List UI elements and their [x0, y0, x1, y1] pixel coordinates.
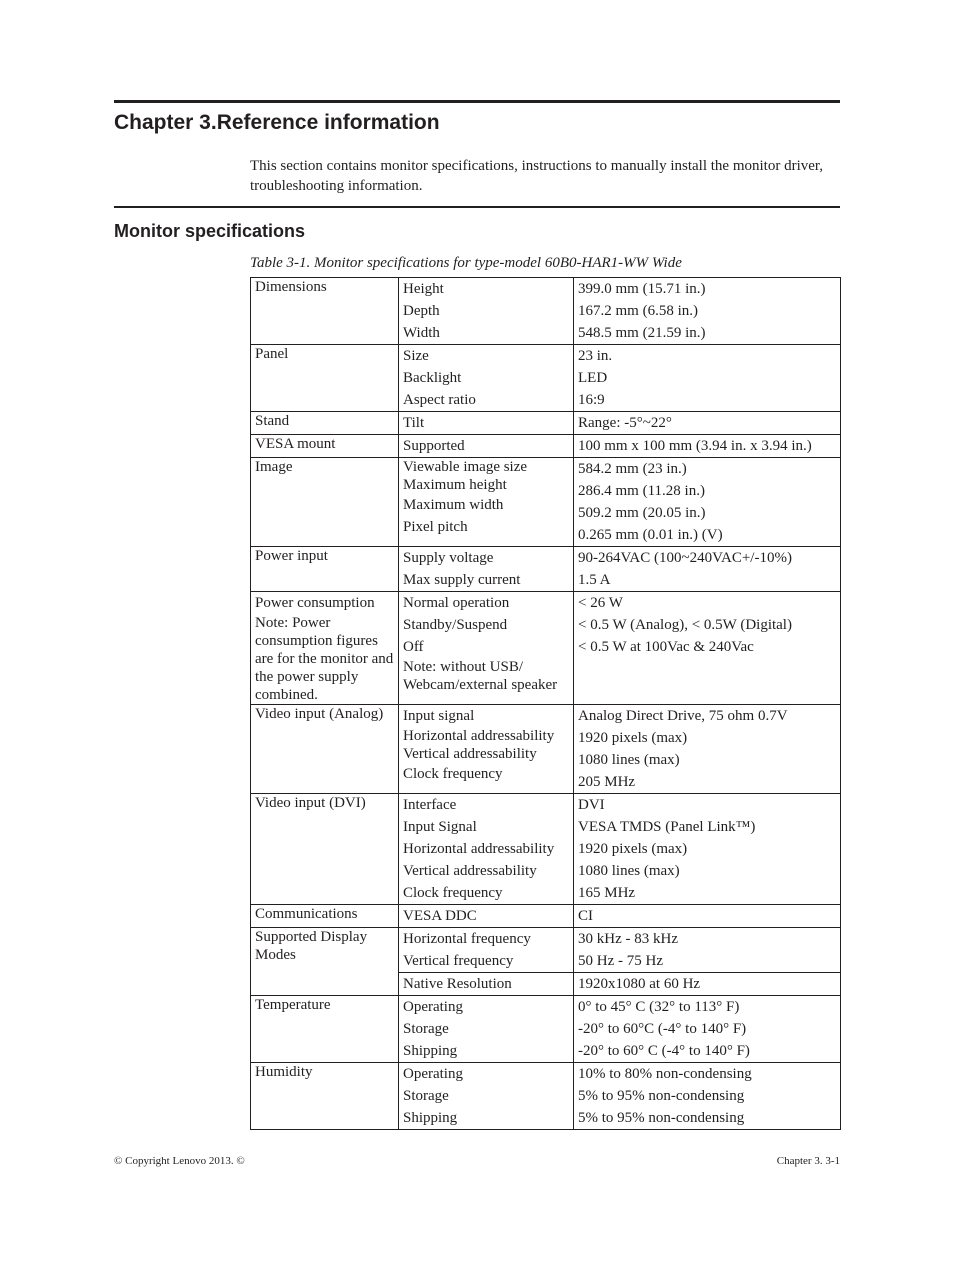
spec-value	[574, 973, 841, 996]
table-caption: Table 3-1. Monitor specifications for type-model 60B0-HAR1-WW Wide	[250, 255, 682, 271]
spec-item-line: Aspect ratio	[403, 392, 476, 408]
spec-value-line: 165 MHz	[578, 885, 636, 901]
table-row	[251, 547, 841, 592]
spec-category-line: Video input (Analog)	[255, 706, 384, 722]
spec-item-line: Off	[403, 639, 424, 655]
spec-value	[574, 996, 841, 1063]
chapter-top-rule	[114, 100, 840, 103]
spec-item-line: Height	[403, 281, 444, 297]
footer-copyright: © Copyright Lenovo 2013. ©	[114, 1155, 245, 1167]
spec-value-line: 1920 pixels (max)	[578, 841, 688, 857]
spec-item-line: Clock frequency	[403, 885, 503, 901]
spec-item-line: Clock frequency	[403, 766, 503, 782]
spec-item	[399, 973, 574, 996]
spec-value-line: < 26 W	[578, 595, 623, 611]
spec-value-line: DVI	[578, 797, 605, 813]
spec-category-line: Power input	[255, 548, 328, 564]
spec-item-line: Input signal	[403, 708, 475, 724]
spec-category-line: Image	[255, 459, 293, 475]
spec-value-line: 167.2 mm (6.58 in.)	[578, 303, 698, 319]
spec-item-line: Vertical addressability	[403, 863, 537, 879]
spec-item	[399, 278, 574, 345]
spec-item-line: Supply voltage	[403, 550, 494, 566]
spec-value-line: 5% to 95% non-condensing	[578, 1088, 745, 1104]
spec-item	[399, 547, 574, 592]
spec-value-line: -20° to 60° C (-4° to 140° F)	[578, 1043, 750, 1059]
spec-item-line: Tilt	[403, 415, 425, 431]
table-row	[251, 278, 841, 345]
spec-value-line: 50 Hz - 75 Hz	[578, 953, 663, 969]
spec-value-line: -20° to 60°C (-4° to 140° F)	[578, 1021, 747, 1037]
spec-value-line: 1080 lines (max)	[578, 863, 680, 879]
spec-value-line: 399.0 mm (15.71 in.)	[578, 281, 706, 297]
spec-item	[399, 705, 574, 794]
spec-category-line: Power consumption	[255, 595, 375, 611]
spec-item-line: VESA DDC	[403, 908, 477, 924]
spec-value	[574, 458, 841, 547]
table-row	[251, 435, 841, 458]
spec-value	[574, 592, 841, 705]
spec-item-line: Storage	[403, 1021, 449, 1037]
spec-value-line: < 0.5 W at 100Vac & 240Vac	[578, 639, 754, 655]
spec-value-line: 0° to 45° C (32° to 113° F)	[578, 999, 740, 1015]
spec-category-line: Temperature	[255, 997, 331, 1013]
table-row	[251, 458, 841, 547]
spec-value	[574, 705, 841, 794]
table-row	[251, 705, 841, 794]
spec-value-line: VESA TMDS (Panel Link™)	[578, 819, 756, 835]
spec-item-line: Normal operation	[403, 595, 510, 611]
spec-item	[399, 458, 574, 547]
section-title: Monitor specifications	[114, 221, 306, 241]
spec-category	[251, 435, 399, 458]
spec-item-line: Input Signal	[403, 819, 477, 835]
spec-item-line: Shipping	[403, 1110, 458, 1126]
table-row	[251, 592, 841, 705]
spec-item-line: Native Resolution	[403, 976, 512, 992]
spec-item-line: Standby/Suspend	[403, 617, 508, 633]
spec-item	[399, 435, 574, 458]
spec-item-line: Operating	[403, 1066, 463, 1082]
spec-item	[399, 345, 574, 412]
intro-paragraph: This section contains monitor specifications, instructions to manually install the monitor driver, troubleshooting information.	[250, 158, 824, 194]
spec-category	[251, 458, 399, 547]
spec-item	[399, 996, 574, 1063]
spec-value-line: LED	[578, 370, 608, 386]
spec-item-line: Note: without USB/ Webcam/external speaker	[403, 659, 558, 693]
spec-value	[574, 345, 841, 412]
footer-page-number: Chapter 3. 3-1	[776, 1155, 840, 1167]
spec-item-line: Horizontal addressability Vertical addressability	[403, 728, 555, 762]
spec-item	[399, 592, 574, 705]
spec-category	[251, 996, 399, 1063]
spec-value-line: 1920 pixels (max)	[578, 730, 688, 746]
spec-category-line: Panel	[255, 346, 289, 362]
spec-category	[251, 278, 399, 345]
spec-item	[399, 412, 574, 435]
spec-category	[251, 547, 399, 592]
spec-item	[399, 1063, 574, 1130]
spec-item-line: Viewable image size Maximum height	[403, 459, 528, 493]
spec-value-line: 205 MHz	[578, 774, 636, 790]
spec-value-line: 509.2 mm (20.05 in.)	[578, 505, 706, 521]
spec-item-line: Vertical frequency	[403, 953, 514, 969]
spec-value	[574, 435, 841, 458]
spec-item-line: Backlight	[403, 370, 462, 386]
spec-category	[251, 592, 399, 705]
table-row	[251, 412, 841, 435]
spec-category	[251, 345, 399, 412]
spec-value	[574, 928, 841, 973]
spec-item-line: Supported	[403, 438, 465, 454]
table-row	[251, 345, 841, 412]
spec-value	[574, 905, 841, 928]
chapter-title: Chapter 3.Reference information	[114, 111, 440, 134]
spec-value-line: 5% to 95% non-condensing	[578, 1110, 745, 1126]
spec-table	[250, 277, 841, 1130]
spec-value-line: 548.5 mm (21.59 in.)	[578, 325, 706, 341]
spec-item-line: Width	[403, 325, 440, 341]
spec-value-line: 1080 lines (max)	[578, 752, 680, 768]
spec-category	[251, 1063, 399, 1130]
spec-value	[574, 794, 841, 905]
spec-value-line: Range: -5°~22°	[578, 415, 672, 431]
table-row	[251, 1063, 841, 1130]
spec-value-line: 23 in.	[578, 348, 613, 364]
spec-value	[574, 412, 841, 435]
spec-value	[574, 547, 841, 592]
spec-category-line: Supported Display Modes	[255, 929, 368, 963]
spec-item	[399, 905, 574, 928]
spec-value-line: 100 mm x 100 mm (3.94 in. x 3.94 in.)	[578, 438, 812, 454]
spec-value-line: 10% to 80% non-condensing	[578, 1066, 752, 1082]
spec-value-line: Analog Direct Drive, 75 ohm 0.7V	[578, 708, 788, 724]
spec-value	[574, 278, 841, 345]
spec-value-line: 1.5 A	[578, 572, 611, 588]
spec-value-line: 90-264VAC (100~240VAC+/-10%)	[578, 550, 792, 566]
spec-item-line: Depth	[403, 303, 440, 319]
spec-item-line: Size	[403, 348, 429, 364]
spec-item-line: Max supply current	[403, 572, 521, 588]
spec-category-line: Stand	[255, 413, 290, 429]
spec-value-line: CI	[578, 908, 593, 924]
spec-value-line: 584.2 mm (23 in.)	[578, 461, 687, 477]
spec-category-line: Dimensions	[255, 279, 327, 295]
table-row	[251, 928, 841, 973]
spec-value-line: 0.265 mm (0.01 in.) (V)	[578, 527, 723, 543]
spec-item-line: Horizontal addressability	[403, 841, 555, 857]
spec-category	[251, 412, 399, 435]
spec-item-line: Operating	[403, 999, 463, 1015]
spec-category-line: Video input (DVI)	[255, 795, 366, 811]
section-rule	[114, 206, 840, 208]
spec-item-line: Shipping	[403, 1043, 458, 1059]
spec-item-line: Pixel pitch	[403, 519, 468, 535]
spec-value-line: 30 kHz - 83 kHz	[578, 931, 678, 947]
spec-category	[251, 794, 399, 905]
spec-category	[251, 905, 399, 928]
spec-value-line: 286.4 mm (11.28 in.)	[578, 483, 705, 499]
table-row	[251, 905, 841, 928]
spec-item-line: Maximum width	[403, 497, 504, 513]
spec-value-line: 1920x1080 at 60 Hz	[578, 976, 701, 992]
spec-value-line: < 0.5 W (Analog), < 0.5W (Digital)	[578, 617, 792, 633]
spec-item-line: Storage	[403, 1088, 449, 1104]
spec-item	[399, 794, 574, 905]
spec-value	[574, 1063, 841, 1130]
spec-category-line: Humidity	[255, 1064, 313, 1080]
spec-item-line: Horizontal frequency	[403, 931, 531, 947]
spec-category	[251, 928, 399, 996]
table-row	[251, 996, 841, 1063]
spec-item-line: Interface	[403, 797, 457, 813]
spec-category-line: Communications	[255, 906, 358, 922]
spec-value-line: 16:9	[578, 392, 605, 408]
spec-category-line: Note: Power consumption figures are for the monitor and the power supply combined.	[255, 615, 394, 703]
spec-category-line: VESA mount	[255, 436, 336, 452]
spec-category	[251, 705, 399, 794]
spec-item	[399, 928, 574, 973]
table-row	[251, 794, 841, 905]
